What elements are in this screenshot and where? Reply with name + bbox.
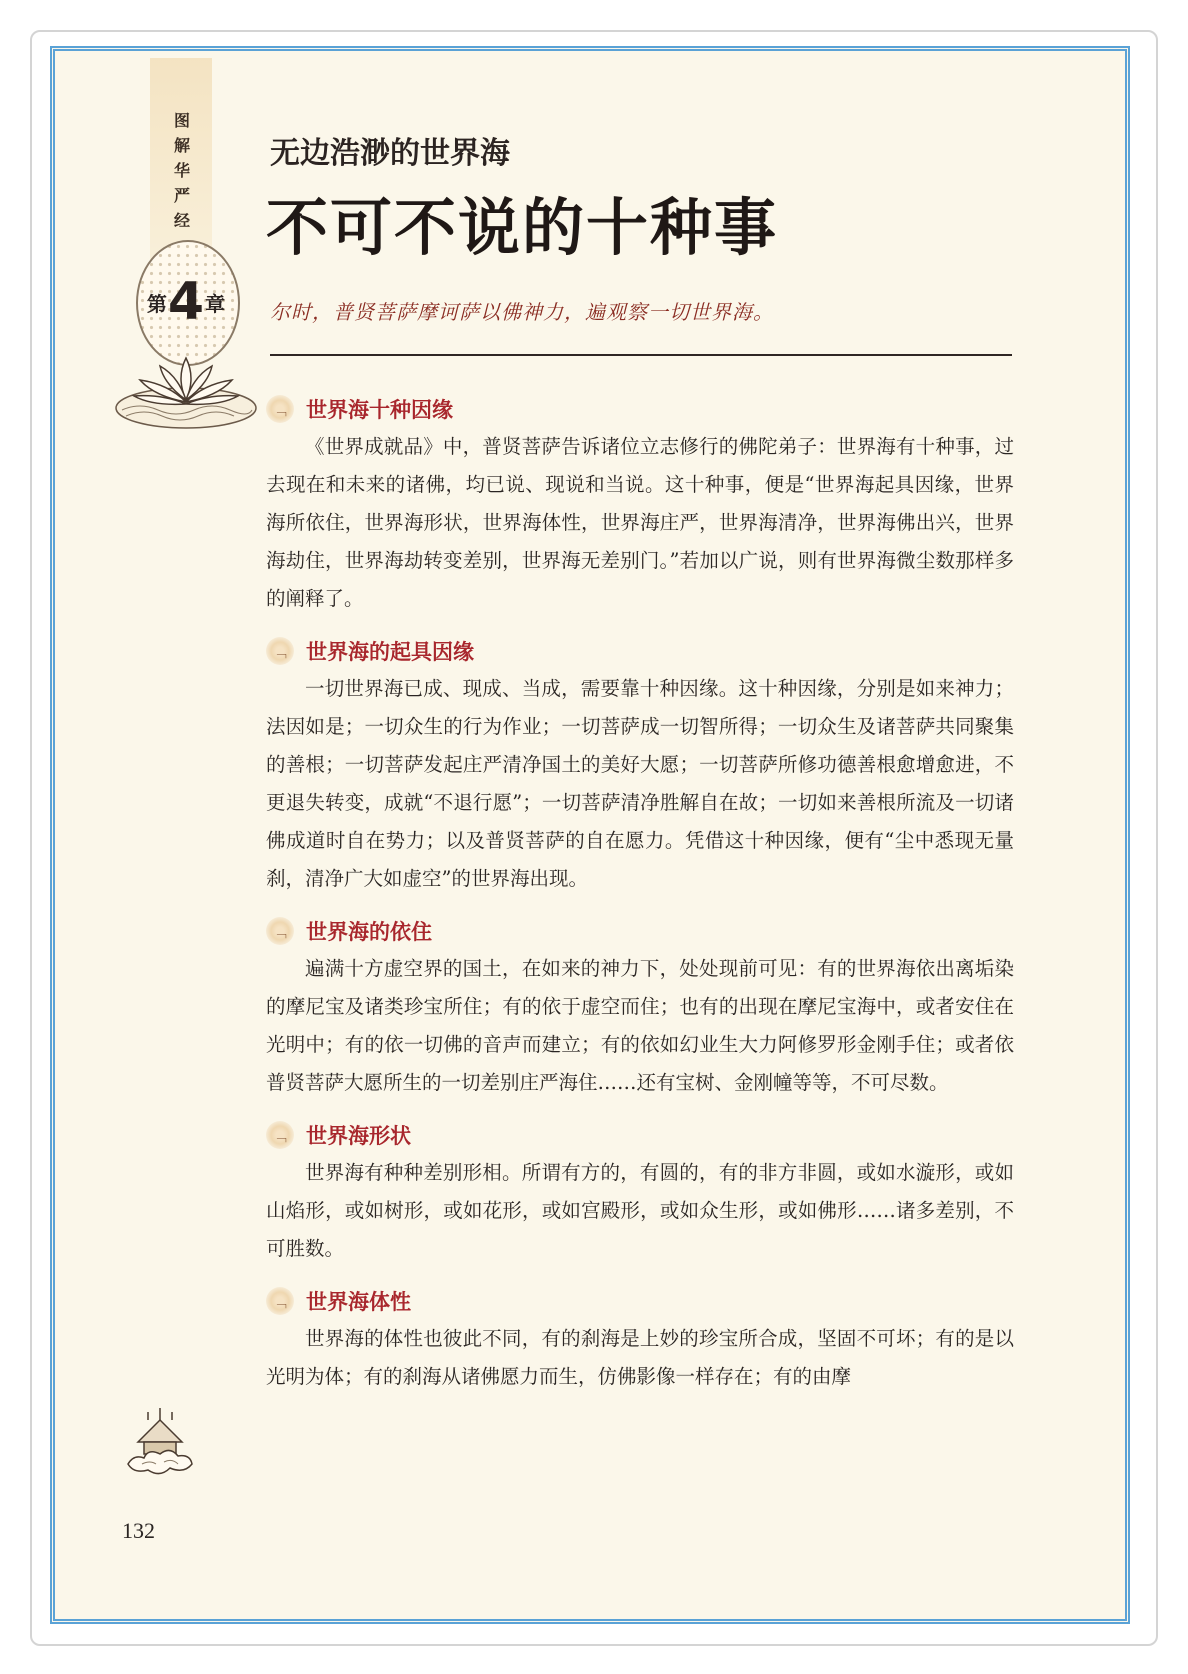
section-body: 遍满十方虚空界的国土，在如来的神力下，处处现前可见：有的世界海依出离垢染的摩尼宝及诸类珍宝所住；有的依于虚空而住；也有的出现在摩尼宝海中，或者安住在光明中；有的依一切佛的音声而建立；有的依如幻业生大力阿修罗形金刚手住；或者依普贤菩萨大愿所生的一切差别庄严海住……还有宝树、金刚幢等等，不可尽数。 bbox=[266, 957, 1014, 1094]
section-dwelling bbox=[266, 914, 1014, 1102]
page-number: 132 bbox=[122, 1518, 155, 1543]
section-ten-causes bbox=[266, 392, 1014, 618]
chapter-label bbox=[134, 272, 238, 332]
lotus-icon bbox=[112, 350, 260, 432]
book-title-vertical: 图解华严经 bbox=[173, 111, 190, 230]
page-subtitle: 无边浩渺的世界海 bbox=[270, 136, 510, 171]
section-body: 世界海有种种差别形相。所谓有方的，有圆的，有的非方非圆，或如水漩形，或如山焰形，或如树形，或如花形，或如宫殿形，或如众生形，或如佛形……诸多差别，不可胜数。 bbox=[266, 1161, 1014, 1260]
section-heading bbox=[266, 914, 1014, 948]
section-heading bbox=[266, 634, 1014, 668]
section-body: 世界海的体性也彼此不同，有的刹海是上妙的珍宝所合成，坚固不可坏；有的是以光明为体；有的刹海从诸佛愿力而生，仿佛影像一样存在；有的由摩 bbox=[266, 1327, 1014, 1388]
chapter-number: 4 bbox=[167, 272, 205, 332]
main-content bbox=[266, 392, 1014, 1412]
section-body: 《世界成就品》中，普贤菩萨告诉诸位立志修行的佛陀弟子：世界海有十种事，过去现在和未来的诸佛，均已说、现说和当说。这十种事，便是“世界海起具因缘，世界海所依住，世界海形状，世界海体性，世界海庄严，世界海清净，世界海佛出兴，世界海劫住，世界海劫转变差别，世界海无差别门。”若加以广说，则有世界海微尘数那样多的阐释了。 bbox=[266, 435, 1014, 610]
section-heading-text: 世界海体性 bbox=[306, 1290, 411, 1314]
lotus-bud-icon: ﹁ bbox=[266, 917, 294, 945]
section-shapes bbox=[266, 1118, 1014, 1268]
section-heading-text: 世界海十种因缘 bbox=[306, 398, 453, 422]
chapter-prefix: 第 bbox=[146, 291, 167, 316]
section-heading bbox=[266, 1118, 1014, 1152]
section-nature bbox=[266, 1284, 1014, 1396]
section-heading-text: 世界海的依住 bbox=[306, 920, 432, 944]
chapter-suffix: 章 bbox=[205, 291, 226, 316]
epigraph-quote: 尔时，普贤菩萨摩诃萨以佛神力，遍观察一切世界海。 bbox=[270, 300, 774, 324]
lotus-bud-icon: ﹁ bbox=[266, 1121, 294, 1149]
lotus-bud-icon: ﹁ bbox=[266, 395, 294, 423]
section-heading-text: 世界海的起具因缘 bbox=[306, 640, 474, 664]
section-body: 一切世界海已成、现成、当成，需要靠十种因缘。这十种因缘，分别是如来神力；法因如是；一切众生的行为作业；一切菩萨成一切智所得；一切众生及诸菩萨共同聚集的善根；一切菩萨发起庄严清净国土的美好大愿；一切菩萨所修功德善根愈增愈进，不更退失转变，成就“不退行愿”；一切菩萨清净胜解自在故；一切如来善根所流及一切诸佛成道时自在势力；以及普贤菩萨的自在愿力。凭借这十种因缘，便有“尘中悉现无量刹，清净广大如虚空”的世界海出现。 bbox=[266, 677, 1014, 890]
section-origin-causes bbox=[266, 634, 1014, 898]
section-heading-text: 世界海形状 bbox=[306, 1124, 411, 1148]
title-divider bbox=[270, 354, 1012, 356]
lotus-bud-icon: ﹁ bbox=[266, 637, 294, 665]
temple-cloud-icon bbox=[118, 1402, 202, 1486]
section-heading bbox=[266, 1284, 1014, 1318]
page-title: 不可不说的十种事 bbox=[266, 191, 779, 264]
section-heading bbox=[266, 392, 1014, 426]
lotus-bud-icon: ﹁ bbox=[266, 1287, 294, 1315]
